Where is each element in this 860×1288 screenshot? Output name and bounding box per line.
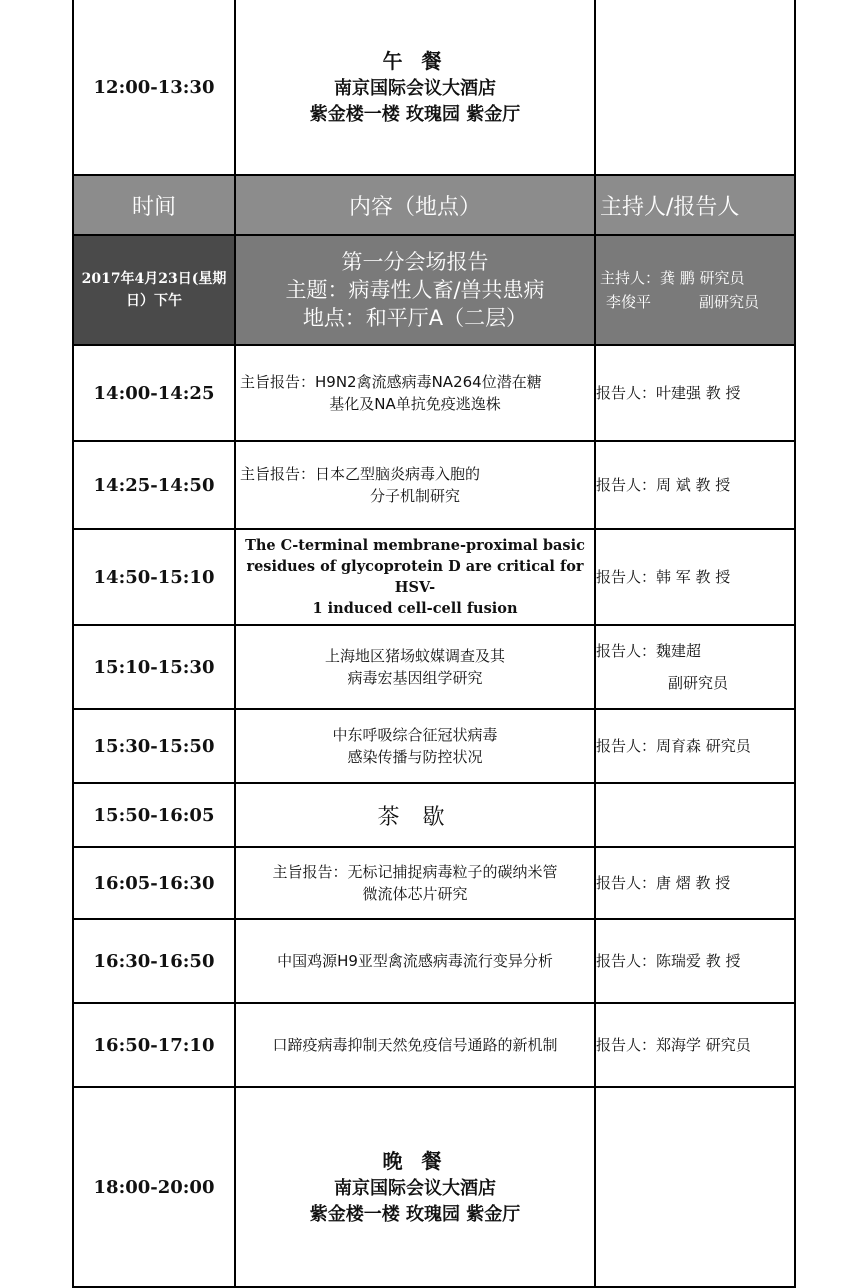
time-cell: 15:10-15:30 [73,625,235,709]
talk-line: 主旨报告：H9N2禽流感病毒NA264位潜在糖 [240,373,542,391]
talk-line: residues of glycoprotein D are critical for HSV- [246,558,584,596]
talk-line: 主旨报告：日本乙型脑炎病毒入胞的 [240,465,481,483]
talk-title [235,441,595,529]
session-date: 2017年4月23日(星期日）下午 [73,235,235,345]
speaker-cell: 报告人：韩 军 教 授 [595,529,795,625]
table-row [73,625,795,709]
session-theme: 主题：病毒性人畜/兽共患病 [285,278,545,302]
table-row [73,847,795,919]
empty-cell [595,1087,795,1287]
table-row [73,441,795,529]
talk-title [235,709,595,783]
speaker-title: 副研究员 [668,674,729,692]
time-cell: 16:50-17:10 [73,1003,235,1087]
time-cell: 15:50-16:05 [73,783,235,847]
empty-cell [595,783,795,847]
time-cell: 12:00-13:30 [73,0,235,175]
talk-title [235,345,595,441]
speaker-cell: 报告人：陈瑞爱 教 授 [595,919,795,1003]
talk-line: 中东呼吸综合征冠状病毒 [332,726,498,744]
speaker-cell: 报告人：周育森 研究员 [595,709,795,783]
dinner-title: 晚 餐 [382,1149,448,1173]
lunch-content [235,0,595,175]
talk-line: 1 induced cell-cell fusion [312,600,518,617]
dinner-content [235,1087,595,1287]
speaker-cell [595,625,795,709]
dinner-venue: 南京国际会议大酒店 [334,1178,496,1199]
time-cell: 15:30-15:50 [73,709,235,783]
header-content: 内容（地点） [235,175,595,235]
time-cell: 16:30-16:50 [73,919,235,1003]
time-cell: 18:00-20:00 [73,1087,235,1287]
speaker-name: 报告人：魏建超 [596,642,702,660]
lunch-row [73,0,795,175]
talk-title [235,847,595,919]
time-cell: 14:25-14:50 [73,441,235,529]
table-row [73,709,795,783]
header-time: 时间 [73,175,235,235]
session-hosts [595,235,795,345]
table-row [73,919,795,1003]
talk-line: 上海地区猪场蚊媒调查及其 [324,647,505,665]
dinner-room: 紫金楼一楼 玫瑰园 紫金厅 [309,1204,521,1225]
talk-line: The C-terminal membrane-proximal basic [245,537,585,554]
speaker-cell: 报告人：郑海学 研究员 [595,1003,795,1087]
host-1: 主持人：龚 鹏 研究员 [600,269,745,287]
header-row [73,175,795,235]
lunch-venue: 南京国际会议大酒店 [334,78,496,99]
header-speaker: 主持人/报告人 [595,175,795,235]
session-title: 第一分会场报告 [341,250,489,274]
host-2-title: 副研究员 [699,293,760,311]
time-cell: 14:50-15:10 [73,529,235,625]
talk-title: 中国鸡源H9亚型禽流感病毒流行变异分析 [235,919,595,1003]
talk-line: 分子机制研究 [369,487,460,505]
table-row [73,1003,795,1087]
talk-title [235,625,595,709]
host-2 [596,290,794,314]
speaker-cell: 报告人：周 斌 教 授 [595,441,795,529]
table-row [73,529,795,625]
talk-line: 病毒宏基因组学研究 [347,669,483,687]
session-row [73,235,795,345]
tea-break: 茶 歇 [235,783,595,847]
schedule-table [72,0,796,1288]
session-location: 地点：和平厅A（二层） [302,306,528,330]
lunch-title: 午 餐 [382,49,448,73]
talk-line: 基化及NA单抗免疫逃逸株 [329,395,501,413]
table-row [73,345,795,441]
talk-title [235,529,595,625]
time-cell: 16:05-16:30 [73,847,235,919]
speaker-cell: 报告人：叶建强 教 授 [595,345,795,441]
talk-title: 口蹄疫病毒抑制天然免疫信号通路的新机制 [235,1003,595,1087]
empty-cell [595,0,795,175]
table-row [73,783,795,847]
lunch-room: 紫金楼一楼 玫瑰园 紫金厅 [309,104,521,125]
host-2-name: 李俊平 [606,293,652,311]
talk-line: 感染传播与防控状况 [347,748,483,766]
time-cell: 14:00-14:25 [73,345,235,441]
talk-line: 微流体芯片研究 [362,885,468,903]
talk-line: 主旨报告：无标记捕捉病毒粒子的碳纳米管 [272,863,558,881]
speaker-cell: 报告人：唐 熠 教 授 [595,847,795,919]
session-info [235,235,595,345]
dinner-row [73,1087,795,1287]
